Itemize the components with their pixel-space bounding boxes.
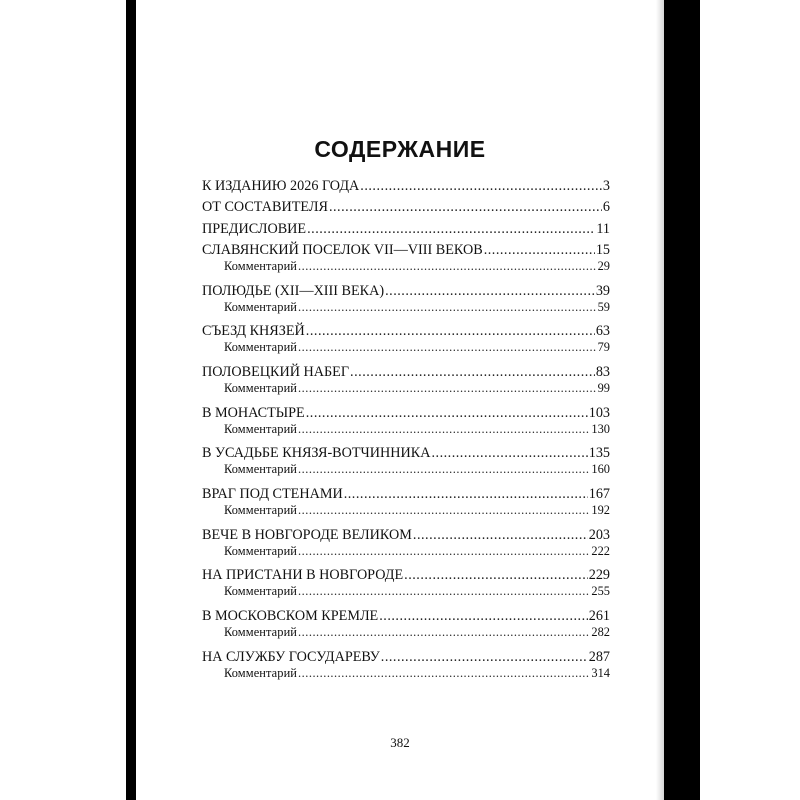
chapter-title: ПОЛЮДЬЕ (XII—XIII ВЕКА) xyxy=(202,282,385,299)
commentary-page: 160 xyxy=(591,462,610,477)
chapter-page: 229 xyxy=(588,567,610,584)
leader-dots xyxy=(350,364,595,381)
leader-dots xyxy=(298,422,590,436)
chapter-page: 15 xyxy=(595,241,610,258)
chapter-title: ПОЛОВЕЦКИЙ НАБЕГ xyxy=(202,363,350,380)
leader-dots xyxy=(298,462,590,476)
chapter-title: В УСАДЬБЕ КНЯЗЯ-ВОТЧИННИКА xyxy=(202,445,431,462)
leader-dots xyxy=(298,340,597,354)
toc-entry-page: 11 xyxy=(596,220,610,237)
chapter-page: 287 xyxy=(588,648,610,665)
commentary-label: Комментарий xyxy=(224,258,298,273)
leader-dots xyxy=(298,503,590,517)
chapter-title: СЪЕЗД КНЯЗЕЙ xyxy=(202,323,305,340)
leader-dots xyxy=(298,300,597,314)
leader-dots xyxy=(381,649,588,666)
page-edge-shadow xyxy=(656,0,664,800)
leader-dots xyxy=(298,666,590,680)
chapter-page: 203 xyxy=(588,526,610,543)
leader-dots xyxy=(298,381,597,395)
toc-entry-preface xyxy=(202,221,610,242)
leader-dots xyxy=(379,608,587,625)
leader-dots xyxy=(385,283,595,300)
toc-entry-from-compiler xyxy=(202,199,610,220)
commentary-page: 192 xyxy=(591,503,610,518)
chapter-title: ВЕЧЕ В НОВГОРОДЕ ВЕЛИКОМ xyxy=(202,526,412,543)
toc-entry-label: ОТ СОСТАВИТЕЛЯ xyxy=(202,199,328,216)
chapter-title: ВРАГ ПОД СТЕНАМИ xyxy=(202,486,343,503)
chapter-title: В МОСКОВСКОМ КРЕМЛЕ xyxy=(202,608,379,625)
toc-chapter xyxy=(202,242,610,283)
toc-chapter xyxy=(202,364,610,405)
chapter-page: 167 xyxy=(588,486,610,503)
commentary-page: 314 xyxy=(591,665,610,680)
chapter-title: НА ПРИСТАНИ В НОВГОРОДЕ xyxy=(202,567,404,584)
leader-dots xyxy=(298,584,590,598)
chapter-page: 39 xyxy=(595,282,610,299)
table-of-contents xyxy=(202,178,610,689)
commentary-page: 29 xyxy=(597,258,610,273)
leader-dots xyxy=(360,178,602,195)
toc-chapter xyxy=(202,283,610,324)
leader-dots xyxy=(298,625,590,639)
commentary-label: Комментарий xyxy=(224,299,298,314)
toc-entry-page: 6 xyxy=(602,199,610,216)
commentary-label: Комментарий xyxy=(224,421,298,436)
toc-chapter xyxy=(202,445,610,486)
chapter-page: 103 xyxy=(588,404,610,421)
chapter-page: 63 xyxy=(595,323,610,340)
toc-entry-page: 3 xyxy=(602,178,610,194)
commentary-page: 130 xyxy=(591,421,610,436)
toc-chapter xyxy=(202,323,610,364)
leader-dots xyxy=(344,486,588,503)
chapter-title: В МОНАСТЫРЕ xyxy=(202,404,305,421)
chapter-page: 135 xyxy=(588,445,610,462)
toc-chapter xyxy=(202,527,610,568)
leader-dots xyxy=(404,567,588,584)
toc-chapter xyxy=(202,567,610,608)
page-number: 382 xyxy=(390,735,410,750)
commentary-page: 79 xyxy=(597,340,610,355)
commentary-label: Комментарий xyxy=(224,340,298,355)
toc-chapter xyxy=(202,608,610,649)
toc-chapter xyxy=(202,486,610,527)
page-title: СОДЕРЖАНИЕ xyxy=(314,136,486,162)
leader-dots xyxy=(306,323,595,340)
chapter-page: 83 xyxy=(595,363,610,380)
chapter-page: 261 xyxy=(588,608,610,625)
commentary-label: Комментарий xyxy=(224,625,298,640)
leader-dots xyxy=(298,544,590,558)
commentary-label: Комментарий xyxy=(224,665,298,680)
chapter-list xyxy=(202,242,610,690)
leader-dots xyxy=(431,445,587,462)
commentary-page: 222 xyxy=(591,543,610,558)
leader-dots xyxy=(413,527,588,544)
toc-chapter xyxy=(202,649,610,690)
leader-dots xyxy=(306,405,588,422)
commentary-page: 99 xyxy=(597,380,610,395)
commentary-label: Комментарий xyxy=(224,503,298,518)
commentary-label: Комментарий xyxy=(224,462,298,477)
commentary-label: Комментарий xyxy=(224,584,298,599)
toc-entry-intro xyxy=(202,178,610,199)
leader-dots xyxy=(484,242,595,259)
leader-dots xyxy=(329,199,602,216)
chapter-title: НА СЛУЖБУ ГОСУДАРЕВУ xyxy=(202,648,380,665)
commentary-page: 255 xyxy=(591,584,610,599)
commentary-label: Комментарий xyxy=(224,543,298,558)
toc-entry-label: К ИЗДАНИЮ 2026 ГОДА xyxy=(202,178,360,194)
toc-chapter xyxy=(202,405,610,446)
leader-dots xyxy=(298,259,597,273)
commentary-label: Комментарий xyxy=(224,380,298,395)
leader-dots xyxy=(307,221,595,238)
commentary-page: 59 xyxy=(597,299,610,314)
toc-entry-label: ПРЕДИСЛОВИЕ xyxy=(202,220,307,237)
commentary-page: 282 xyxy=(591,625,610,640)
chapter-title: СЛАВЯНСКИЙ ПОСЕЛОК VII—VIII ВЕКОВ xyxy=(202,241,483,258)
